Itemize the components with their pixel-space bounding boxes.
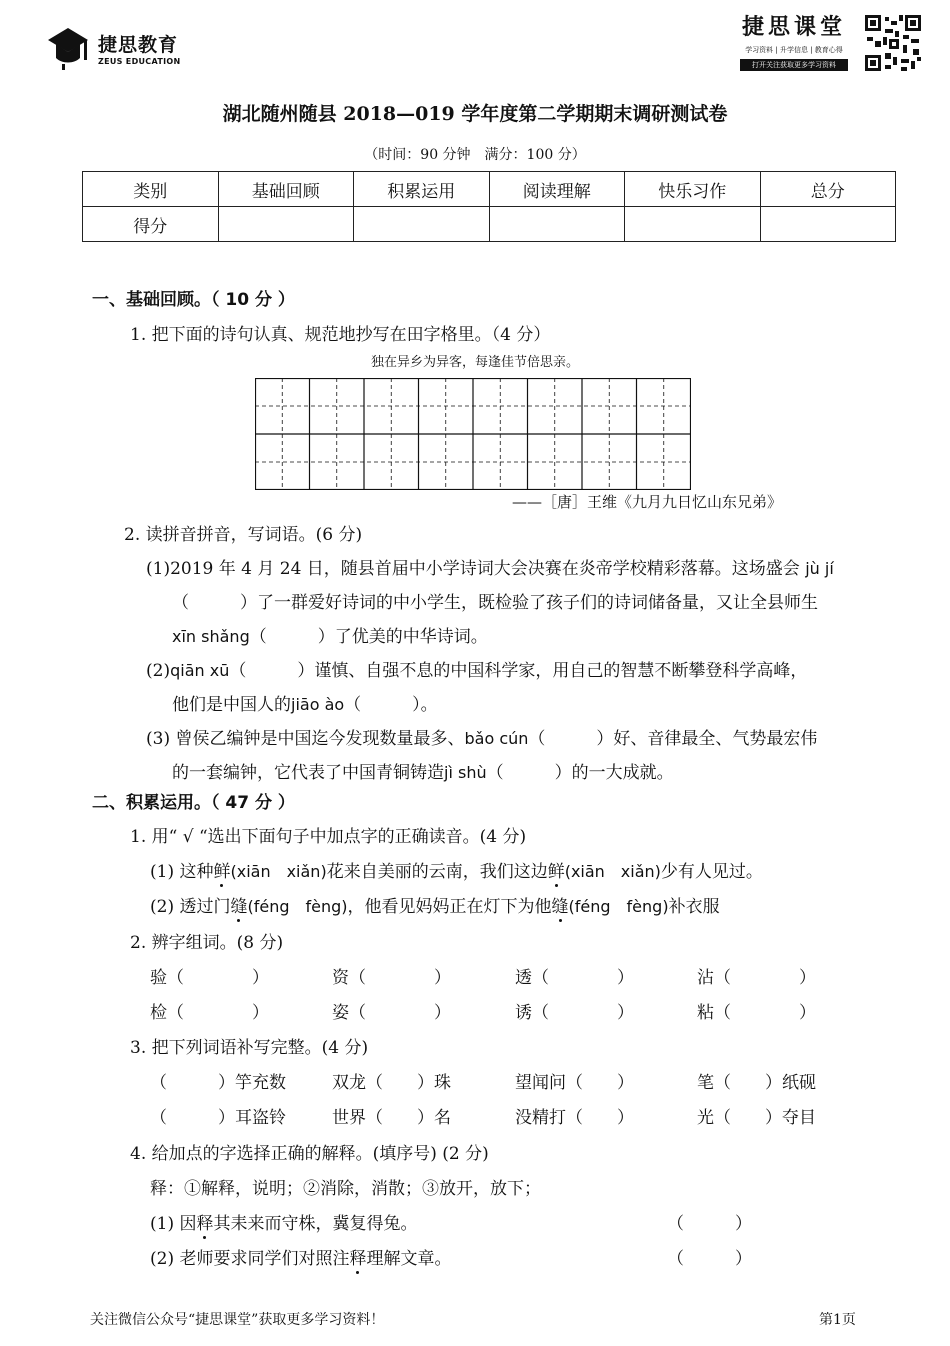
q1-2-item3-line1 bbox=[146, 727, 817, 751]
idiom-item[interactable]: 望闻问（ ） bbox=[515, 1073, 634, 1093]
score-cell[interactable] bbox=[489, 207, 625, 242]
graduation-cap-logo-icon bbox=[46, 24, 90, 70]
answer-blank-text[interactable]: （ ）。 bbox=[344, 695, 438, 715]
logo-chinese-name: 捷思教育 bbox=[98, 34, 179, 56]
score-cell[interactable] bbox=[218, 207, 354, 242]
dotted-char: 鲜 bbox=[213, 862, 231, 882]
word-group-item[interactable]: 透（ ） bbox=[515, 968, 634, 988]
page-number: 第1页 bbox=[819, 1312, 856, 1328]
pinyin-jiao-ao: jiāo ào bbox=[291, 695, 345, 714]
qr-code-icon bbox=[863, 13, 923, 73]
score-cell[interactable] bbox=[760, 207, 896, 242]
exam-subtitle: （时间：90 分钟 满分：100 分） bbox=[364, 147, 586, 163]
brand-badge bbox=[738, 14, 850, 78]
score-header-cell: 阅读理解 bbox=[489, 172, 625, 207]
word-group-item[interactable]: 粘（ ） bbox=[697, 1003, 816, 1023]
question-2-2-prompt: 2. 辨字组词。(8 分) bbox=[130, 933, 284, 953]
word-group-item[interactable]: 姿（ ） bbox=[332, 1003, 451, 1023]
question-1-2-prompt: 2. 读拼音拼音，写词语。(6 分) bbox=[124, 525, 363, 545]
dotted-char: 鲜 bbox=[547, 862, 565, 882]
logo-english-name: ZEUS EDUCATION bbox=[98, 57, 181, 66]
sentence-text: 理解文章。 bbox=[366, 1249, 452, 1269]
poem-source: ——［唐］王维《九月九日忆山东兄弟》 bbox=[512, 493, 783, 511]
meaning-options: 释：①解释，说明；②消除，消散；③放开，放下； bbox=[150, 1179, 541, 1199]
tianzige-writing-grid[interactable] bbox=[255, 378, 691, 490]
sentence-text: 补衣服 bbox=[668, 897, 720, 917]
word-group-item[interactable]: 沾（ ） bbox=[697, 968, 816, 988]
pinyin-ji-shu: jì shù bbox=[444, 763, 487, 782]
pinyin-choice[interactable]: (féng fèng) bbox=[247, 897, 348, 916]
brand-bar: 打开关注获取更多学习资料 bbox=[740, 59, 848, 71]
section-1-heading: 一、基础回顾。（ 10 分 ） bbox=[92, 290, 295, 310]
answer-blank[interactable]: （ ） bbox=[667, 1214, 752, 1234]
brand-title: 捷思课堂 bbox=[741, 14, 846, 40]
score-header-cell: 类别 bbox=[83, 172, 219, 207]
pinyin-xin-shang: xīn shǎng bbox=[172, 627, 250, 646]
word-group-item[interactable]: 诱（ ） bbox=[515, 1003, 634, 1023]
q2-1-line1 bbox=[150, 860, 763, 884]
idiom-item[interactable]: 双龙（ ）珠 bbox=[332, 1073, 451, 1093]
question-2-4-prompt: 4. 给加点的字选择正确的解释。(填序号) (2 分) bbox=[130, 1144, 489, 1164]
word-group-item[interactable]: 验（ ） bbox=[150, 968, 269, 988]
answer-blank-text[interactable]: （ ）谨慎、自强不息的中国科学家，用自己的智慧不断攀登科学高峰， bbox=[229, 661, 808, 681]
sentence-text: 他们是中国人的 bbox=[172, 695, 291, 715]
q1-2-item1-text: (1)2019 年 4 月 24 日，随县首届中小学诗词大会决赛在炎帝学校精彩落幕。这场盛会 bbox=[146, 559, 800, 579]
dotted-char: 缝 bbox=[230, 897, 248, 917]
dotted-char: 缝 bbox=[551, 897, 569, 917]
pinyin-choice[interactable]: (féng fèng) bbox=[568, 897, 669, 916]
sentence-text: 的一套编钟，它代表了中国青铜铸造 bbox=[172, 763, 444, 783]
score-cell[interactable] bbox=[354, 207, 490, 242]
brand-tags: 学习资料 | 升学信息 | 教育心得 bbox=[745, 46, 843, 54]
score-header-cell: 总分 bbox=[760, 172, 896, 207]
q1-2-item1-line3 bbox=[172, 625, 488, 649]
score-table-header-row bbox=[83, 172, 896, 207]
idiom-item[interactable]: （ ）竽充数 bbox=[150, 1073, 286, 1093]
q1-2-item2-line2 bbox=[172, 693, 438, 717]
footer-note: 关注微信公众号“捷思课堂”获取更多学习资料！ bbox=[90, 1312, 385, 1328]
question-2-3-prompt: 3. 把下列词语补写完整。(4 分) bbox=[130, 1038, 369, 1058]
answer-blank-text[interactable]: （ ）了优美的中华诗词。 bbox=[249, 627, 488, 647]
brand-logo bbox=[46, 24, 196, 74]
sentence-text: 花来自美丽的云南，我们这边 bbox=[326, 862, 548, 882]
sentence-text: 其耒来而守株，冀复得兔。 bbox=[213, 1214, 418, 1234]
score-row-label: 得分 bbox=[83, 207, 219, 242]
sentence-text: ，他看见妈妈正在灯下为他 bbox=[347, 897, 552, 917]
question-1-1-prompt: 1. 把下面的诗句认真、规范地抄写在田字格里。（4 分） bbox=[130, 325, 551, 345]
question-2-1-prompt: 1. 用“ √ “选出下面句子中加点字的正确读音。(4 分) bbox=[130, 827, 527, 847]
idiom-item[interactable]: （ ）耳盗铃 bbox=[150, 1108, 286, 1128]
dotted-char: 释 bbox=[196, 1214, 214, 1234]
idiom-item[interactable]: 没精打（ ） bbox=[515, 1108, 634, 1128]
q2-4-sentence1 bbox=[150, 1212, 417, 1236]
pinyin-choice[interactable]: (xiān xiǎn) bbox=[230, 862, 327, 881]
poem-text: 独在异乡为异客，每逢佳节倍思亲。 bbox=[370, 355, 579, 370]
score-header-cell: 积累运用 bbox=[354, 172, 490, 207]
idiom-item[interactable]: 光（ ）夺目 bbox=[697, 1108, 816, 1128]
word-group-item[interactable]: 检（ ） bbox=[150, 1003, 269, 1023]
q1-2-item2-line1 bbox=[146, 659, 807, 683]
q1-2-item1-line1 bbox=[146, 557, 834, 581]
word-group-item[interactable]: 资（ ） bbox=[332, 968, 451, 988]
exam-title: 湖北随州随县 2018—019 学年度第二学期期末调研测试卷 bbox=[222, 103, 728, 125]
answer-blank[interactable]: （ ） bbox=[667, 1249, 752, 1269]
pinyin-ju-ji: jù jí bbox=[805, 559, 834, 578]
section-2-heading: 二、积累运用。（ 47 分 ） bbox=[92, 793, 295, 813]
score-header-cell: 基础回顾 bbox=[218, 172, 354, 207]
pinyin-qian-xu: qiān xū bbox=[170, 661, 230, 680]
q2-4-sentence2 bbox=[150, 1247, 451, 1271]
q1-2-item1-line2[interactable]: （ ）了一群爱好诗词的中小学生，既检验了孩子们的诗词储备量，又让全县师生 bbox=[172, 593, 818, 613]
idiom-item[interactable]: 笔（ ）纸砚 bbox=[697, 1073, 816, 1093]
answer-blank-text[interactable]: （ ）好、音律最全、气势最宏伟 bbox=[528, 729, 818, 749]
score-cell[interactable] bbox=[625, 207, 761, 242]
score-table bbox=[82, 171, 896, 242]
pinyin-bao-cun: bǎo cún bbox=[464, 729, 529, 748]
sentence-text: (3) 曾侯乙编钟是中国迄今发现数量最多、 bbox=[146, 729, 465, 749]
sentence-text: 少有人见过。 bbox=[660, 862, 763, 882]
idiom-item[interactable]: 世界（ ）名 bbox=[332, 1108, 451, 1128]
answer-blank-text[interactable]: （ ）的一大成就。 bbox=[486, 763, 674, 783]
sentence-text: (1) 这种 bbox=[150, 862, 214, 882]
item-number: (2) bbox=[146, 661, 171, 681]
dotted-char: 释 bbox=[349, 1249, 367, 1269]
score-header-cell: 快乐习作 bbox=[625, 172, 761, 207]
sentence-text: (2) 老师要求同学们对照注 bbox=[150, 1249, 350, 1269]
q2-1-line2 bbox=[150, 895, 720, 919]
q1-2-item3-line2 bbox=[172, 761, 674, 785]
sentence-text: (2) 透过门 bbox=[150, 897, 231, 917]
score-table-score-row bbox=[83, 207, 896, 242]
pinyin-choice[interactable]: (xiān xiǎn) bbox=[564, 862, 661, 881]
sentence-text: (1) 因 bbox=[150, 1214, 197, 1234]
